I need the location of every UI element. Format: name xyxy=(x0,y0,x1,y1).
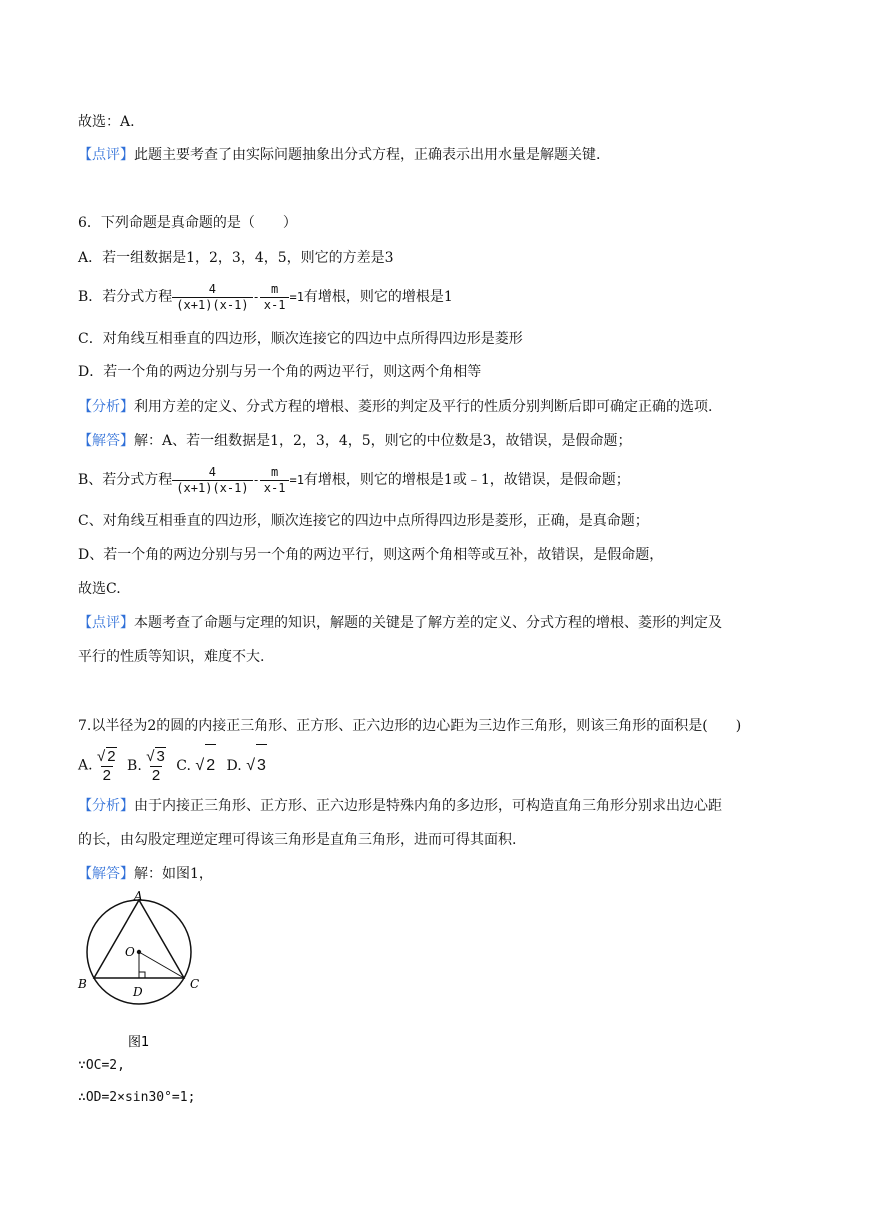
center-point xyxy=(137,950,141,954)
option-text: C．对角线互相垂直的四边形，顺次连接它的四边中点所得四边形是菱形 xyxy=(78,331,523,347)
fraction-denominator: x-1 xyxy=(260,480,290,496)
solution-text: 解：A、若一组数据是1，2，3，4，5，则它的中位数是3，故错误，是假命题； xyxy=(134,433,632,449)
fraction-term xyxy=(172,282,252,313)
q7-therefore xyxy=(78,1088,195,1108)
comment-tag: 【点评】 xyxy=(78,615,134,631)
solution-text: B、若分式方程 xyxy=(78,472,173,488)
option-label: B. xyxy=(127,757,142,774)
q7-analysis-1 xyxy=(78,796,722,816)
comment-text: 此题主要考查了由实际问题抽象出分式方程，正确表示出用水量是解题关键. xyxy=(134,147,601,163)
solution-tag: 【解答】 xyxy=(78,866,134,882)
option-d-value: √ 3 xyxy=(246,757,267,774)
option-b-value: $\frac{√ 3}{2}$ xyxy=(146,747,165,784)
q6-analysis xyxy=(78,397,712,417)
q7-options xyxy=(78,744,267,787)
radicand: 2 xyxy=(205,744,216,787)
right-angle-mark xyxy=(139,972,145,978)
minus-sign: - xyxy=(252,290,260,304)
answer-text: 故选C. xyxy=(78,581,121,597)
label-c: C xyxy=(190,977,200,991)
option-text: D．若一个角的两边分别与另一个角的两边平行，则这两个角相等 xyxy=(78,364,482,380)
solution-text: 有增根，则它的增根是1或﹣1，故错误，是假命题； xyxy=(303,472,630,488)
fraction-denominator: (x+1)(x-1) xyxy=(172,297,252,313)
fraction-term xyxy=(260,465,290,496)
solution-tag: 【解答】 xyxy=(78,433,134,449)
q7-solution xyxy=(78,864,213,884)
radicand: 3 xyxy=(256,744,267,787)
question-text: 6．下列命题是真命题的是（ ） xyxy=(78,215,297,231)
option-text: B．若分式方程 xyxy=(78,289,173,305)
q6-solution-d xyxy=(78,545,663,565)
answer-text: 故选：A. xyxy=(78,114,135,130)
analysis-tag: 【分析】 xyxy=(78,399,134,415)
q7-analysis-2 xyxy=(78,830,516,850)
label-o: O xyxy=(125,945,135,959)
comment-line-q5 xyxy=(78,145,600,165)
comment-text: 平行的性质等知识，难度不大. xyxy=(78,649,265,665)
fraction-term xyxy=(260,282,290,313)
radicand: 3 xyxy=(156,747,165,765)
analysis-text: 利用方差的定义、分式方程的增根、菱形的判定及平行的性质分别判断后即可确定正确的选项. xyxy=(134,399,713,415)
solution-text: 解：如图1， xyxy=(134,866,213,882)
option-text: A．若一组数据是1，2，3，4，5，则它的方差是3 xyxy=(78,250,394,266)
solution-text: D、若一个角的两边分别与另一个角的两边平行，则这两个角相等或互补，故错误，是假命题， xyxy=(78,547,664,563)
math-step: ∵OC=2, xyxy=(78,1058,125,1073)
fraction-numerator: 4 xyxy=(208,464,217,479)
circle-triangle-diagram xyxy=(76,890,206,1050)
option-label: D. xyxy=(226,757,242,774)
figure-caption: 图1 xyxy=(128,1035,150,1050)
fraction-denominator: 2 xyxy=(102,766,111,784)
comment-tag: 【点评】 xyxy=(78,147,134,163)
q7-because xyxy=(78,1056,125,1076)
radicand: 2 xyxy=(107,747,116,765)
minus-sign: - xyxy=(252,473,260,487)
analysis-text: 由于内接正三角形、正方形、正六边形是特殊内角的多边形，可构造直角三角形分别求出边心距 xyxy=(134,798,722,814)
label-a: A xyxy=(134,890,143,903)
question-text: 7.以半径为2的圆的内接正三角形、正方形、正六边形的边心距为三边作三角形，则该三角形的面积是( ) xyxy=(78,718,742,734)
q6-stem xyxy=(78,213,297,233)
q7-stem xyxy=(78,716,741,736)
option-label: C. xyxy=(176,757,191,774)
fraction-denominator: x-1 xyxy=(260,297,290,313)
q6-comment-1 xyxy=(78,613,722,633)
fraction-denominator: 2 xyxy=(151,766,161,784)
option-c-value: √ 2 xyxy=(195,757,216,774)
q6-solution-a xyxy=(78,431,632,451)
q6-solution-b xyxy=(78,463,630,497)
q6-option-d xyxy=(78,362,481,382)
math-step: ∴OD=2×sin30°=1; xyxy=(78,1090,196,1105)
fraction-numerator: 4 xyxy=(208,281,217,296)
option-text: 有增根，则它的增根是1 xyxy=(303,289,453,305)
label-d: D xyxy=(133,985,143,999)
q6-solution-c xyxy=(78,511,649,531)
q6-option-c xyxy=(78,329,523,349)
q6-option-a xyxy=(78,248,394,268)
answer-line-q5 xyxy=(78,112,135,132)
option-a-value: $\frac{√ 2}{2}$ xyxy=(97,747,116,784)
analysis-text: 的长，由勾股定理逆定理可得该三角形是直角三角形，进而可得其面积. xyxy=(78,832,517,848)
analysis-tag: 【分析】 xyxy=(78,798,134,814)
equation-rhs: =1 xyxy=(289,473,304,487)
equation-rhs: =1 xyxy=(289,290,304,304)
fraction-term xyxy=(172,465,252,496)
comment-text: 本题考查了命题与定理的知识，解题的关键是了解方差的定义、分式方程的增根、菱形的判定及 xyxy=(134,615,722,631)
fraction-numerator: m xyxy=(271,281,279,296)
fraction-numerator: m xyxy=(271,464,279,479)
q6-option-b xyxy=(78,280,453,314)
q6-comment-2 xyxy=(78,647,264,667)
option-label: A. xyxy=(78,757,93,774)
fraction-denominator: (x+1)(x-1) xyxy=(172,480,252,496)
solution-text: C、对角线互相垂直的四边形，顺次连接它的四边中点所得四边形是菱形，正确，是真命题； xyxy=(78,513,649,529)
label-b: B xyxy=(78,977,87,991)
q6-answer xyxy=(78,579,121,599)
geometry-figure xyxy=(76,890,206,1050)
